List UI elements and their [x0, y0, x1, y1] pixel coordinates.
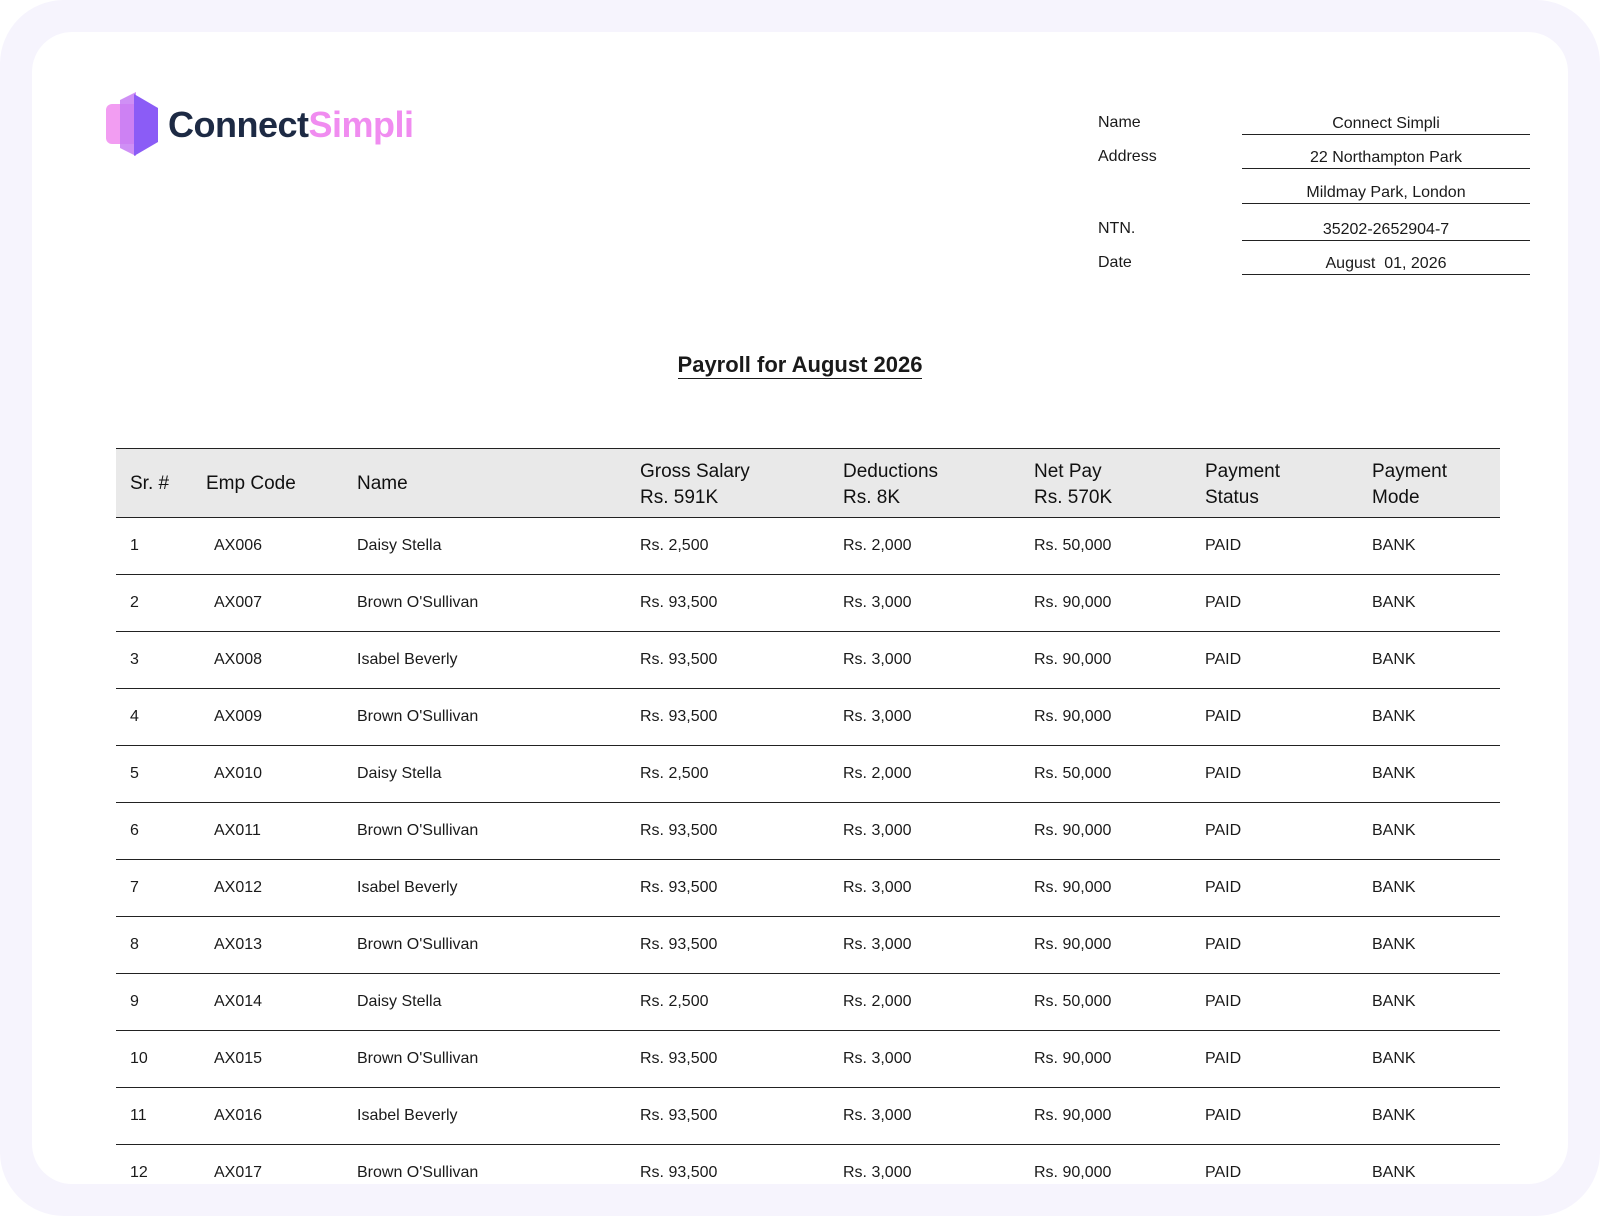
- table-row: [116, 1031, 1500, 1088]
- cell-mode: BANK: [1372, 822, 1416, 839]
- header-mode-l2: Mode: [1372, 487, 1420, 508]
- cell-name: Brown O'Sullivan: [357, 936, 479, 953]
- cell-emp-code: AX008: [214, 651, 263, 668]
- cell-deductions: Rs. 3,000: [843, 651, 912, 668]
- cell-mode: BANK: [1372, 879, 1416, 896]
- cell-net: Rs. 90,000: [1034, 879, 1112, 896]
- table-row: [116, 1145, 1500, 1184]
- cell-net: Rs. 90,000: [1034, 1107, 1112, 1124]
- cell-emp-code: AX013: [214, 936, 263, 953]
- page-title-text: Payroll for August 2026: [677, 352, 923, 377]
- cell-deductions: Rs. 3,000: [843, 1107, 912, 1124]
- page-title: [32, 352, 1568, 378]
- cell-name: Brown O'Sullivan: [357, 1164, 479, 1181]
- cell-status: PAID: [1205, 1107, 1242, 1124]
- ntn-label: NTN.: [1098, 220, 1136, 237]
- logo-mark-icon: [106, 90, 162, 160]
- cell-status: PAID: [1205, 594, 1242, 611]
- cell-gross: Rs. 93,500: [640, 1164, 718, 1181]
- cell-name: Daisy Stella: [357, 537, 442, 554]
- info-row-address: [1098, 146, 1530, 180]
- company-logo: [106, 90, 414, 160]
- cell-net: Rs. 50,000: [1034, 993, 1112, 1010]
- table-row: [116, 1088, 1500, 1145]
- table-row: [116, 689, 1500, 746]
- header-name: Name: [357, 473, 408, 494]
- cell-net: Rs. 90,000: [1034, 1050, 1112, 1067]
- cell-gross: Rs. 93,500: [640, 1107, 718, 1124]
- cell-mode: BANK: [1372, 651, 1416, 668]
- header-deductions-label: Deductions: [843, 461, 939, 482]
- cell-sr: 7: [130, 879, 139, 896]
- header-net-pay: [1034, 459, 1112, 511]
- header-gross-total: Rs. 591K: [640, 487, 719, 508]
- cell-net: Rs. 50,000: [1034, 537, 1112, 554]
- cell-status: PAID: [1205, 936, 1242, 953]
- header-payment-mode: [1372, 459, 1447, 511]
- cell-name: Daisy Stella: [357, 993, 442, 1010]
- cell-emp-code: AX012: [214, 879, 263, 896]
- cell-sr: 10: [130, 1050, 148, 1067]
- header-gross-label: Gross Salary: [640, 461, 750, 482]
- cell-sr: 6: [130, 822, 139, 839]
- cell-mode: BANK: [1372, 1164, 1416, 1181]
- cell-name: Isabel Beverly: [357, 1107, 458, 1124]
- cell-gross: Rs. 2,500: [640, 993, 709, 1010]
- cell-name: Brown O'Sullivan: [357, 708, 479, 725]
- table-row: [116, 917, 1500, 974]
- cell-net: Rs. 90,000: [1034, 651, 1112, 668]
- cell-status: PAID: [1205, 1050, 1242, 1067]
- address-line2: Mildmay Park, London: [1242, 183, 1530, 204]
- date-label: Date: [1098, 254, 1132, 271]
- cell-emp-code: AX014: [214, 993, 263, 1010]
- table-row: [116, 518, 1500, 575]
- cell-gross: Rs. 93,500: [640, 708, 718, 725]
- table-row: [116, 575, 1500, 632]
- cell-emp-code: AX006: [214, 537, 263, 554]
- info-row-name: [1098, 112, 1530, 146]
- logo-word-connect: Connect: [168, 104, 309, 145]
- name-label: Name: [1098, 114, 1141, 131]
- logo-wordmark: [168, 90, 414, 160]
- address-label: Address: [1098, 148, 1157, 165]
- cell-deductions: Rs. 2,000: [843, 765, 912, 782]
- payroll-table: [116, 448, 1500, 1184]
- cell-name: Brown O'Sullivan: [357, 594, 479, 611]
- info-row-address2: [1098, 180, 1530, 214]
- cell-net: Rs. 90,000: [1034, 594, 1112, 611]
- address-line1: 22 Northampton Park: [1242, 148, 1530, 169]
- cell-sr: 2: [130, 594, 139, 611]
- cell-emp-code: AX010: [214, 765, 263, 782]
- cell-mode: BANK: [1372, 1050, 1416, 1067]
- cell-status: PAID: [1205, 708, 1242, 725]
- cell-name: Brown O'Sullivan: [357, 822, 479, 839]
- cell-mode: BANK: [1372, 936, 1416, 953]
- cell-mode: BANK: [1372, 1107, 1416, 1124]
- header-payment-status: [1205, 459, 1280, 511]
- cell-sr: 3: [130, 651, 139, 668]
- cell-status: PAID: [1205, 651, 1242, 668]
- cell-emp-code: AX011: [214, 822, 261, 839]
- header-gross-salary: [640, 459, 750, 511]
- cell-gross: Rs. 93,500: [640, 879, 718, 896]
- cell-deductions: Rs. 3,000: [843, 822, 912, 839]
- header-status-l1: Payment: [1205, 461, 1280, 482]
- cell-deductions: Rs. 3,000: [843, 936, 912, 953]
- cell-status: PAID: [1205, 765, 1242, 782]
- cell-sr: 1: [130, 537, 139, 554]
- header-emp-code: Emp Code: [206, 473, 296, 494]
- cell-deductions: Rs. 3,000: [843, 708, 912, 725]
- cell-name: Brown O'Sullivan: [357, 1050, 479, 1067]
- cell-name: Daisy Stella: [357, 765, 442, 782]
- ntn-value: 35202-2652904-7: [1242, 220, 1530, 241]
- cell-gross: Rs. 2,500: [640, 537, 709, 554]
- cell-sr: 12: [130, 1164, 148, 1181]
- cell-mode: BANK: [1372, 993, 1416, 1010]
- info-row-date: [1098, 252, 1530, 286]
- cell-emp-code: AX015: [214, 1050, 263, 1067]
- cell-name: Isabel Beverly: [357, 879, 458, 896]
- cell-sr: 5: [130, 765, 139, 782]
- cell-net: Rs. 90,000: [1034, 936, 1112, 953]
- name-value: Connect Simpli: [1242, 114, 1530, 135]
- cell-status: PAID: [1205, 537, 1242, 554]
- table-row: [116, 803, 1500, 860]
- cell-deductions: Rs. 3,000: [843, 1164, 912, 1181]
- cell-gross: Rs. 93,500: [640, 822, 718, 839]
- cell-net: Rs. 90,000: [1034, 822, 1112, 839]
- cell-sr: 4: [130, 708, 139, 725]
- cell-deductions: Rs. 3,000: [843, 594, 912, 611]
- cell-sr: 8: [130, 936, 139, 953]
- cell-net: Rs. 50,000: [1034, 765, 1112, 782]
- cell-net: Rs. 90,000: [1034, 1164, 1112, 1181]
- cell-status: PAID: [1205, 822, 1242, 839]
- cell-deductions: Rs. 2,000: [843, 537, 912, 554]
- header-net-total: Rs. 570K: [1034, 487, 1113, 508]
- cell-net: Rs. 90,000: [1034, 708, 1112, 725]
- cell-gross: Rs. 93,500: [640, 1050, 718, 1067]
- cell-emp-code: AX016: [214, 1107, 263, 1124]
- cell-mode: BANK: [1372, 765, 1416, 782]
- cell-gross: Rs. 93,500: [640, 594, 718, 611]
- cell-gross: Rs. 2,500: [640, 765, 709, 782]
- cell-sr: 9: [130, 993, 139, 1010]
- cell-mode: BANK: [1372, 708, 1416, 725]
- header-sr: Sr. #: [130, 473, 170, 494]
- cell-emp-code: AX009: [214, 708, 263, 725]
- cell-name: Isabel Beverly: [357, 651, 458, 668]
- table-row: [116, 860, 1500, 917]
- cell-emp-code: AX007: [214, 594, 263, 611]
- header-mode-l1: Payment: [1372, 461, 1447, 482]
- cell-gross: Rs. 93,500: [640, 651, 718, 668]
- table-row: [116, 746, 1500, 803]
- cell-gross: Rs. 93,500: [640, 936, 718, 953]
- cell-status: PAID: [1205, 993, 1242, 1010]
- cell-status: PAID: [1205, 1164, 1242, 1181]
- cell-deductions: Rs. 3,000: [843, 1050, 912, 1067]
- info-row-ntn: [1098, 218, 1530, 252]
- table-header: [116, 448, 1500, 518]
- header-deductions-total: Rs. 8K: [843, 487, 901, 508]
- cell-mode: BANK: [1372, 594, 1416, 611]
- cell-deductions: Rs. 3,000: [843, 879, 912, 896]
- header-deductions: [843, 459, 938, 511]
- cell-sr: 11: [130, 1107, 147, 1124]
- cell-mode: BANK: [1372, 537, 1416, 554]
- document-page: [32, 32, 1568, 1184]
- header-net-label: Net Pay: [1034, 461, 1102, 482]
- cell-emp-code: AX017: [214, 1164, 263, 1181]
- table-row: [116, 632, 1500, 689]
- logo-word-simpli: Simpli: [308, 104, 414, 145]
- cell-status: PAID: [1205, 879, 1242, 896]
- date-value: August 01, 2026: [1242, 254, 1530, 275]
- table-row: [116, 974, 1500, 1031]
- company-info: [1098, 112, 1530, 286]
- header-status-l2: Status: [1205, 487, 1259, 508]
- cell-deductions: Rs. 2,000: [843, 993, 912, 1010]
- table-body: [116, 518, 1500, 1184]
